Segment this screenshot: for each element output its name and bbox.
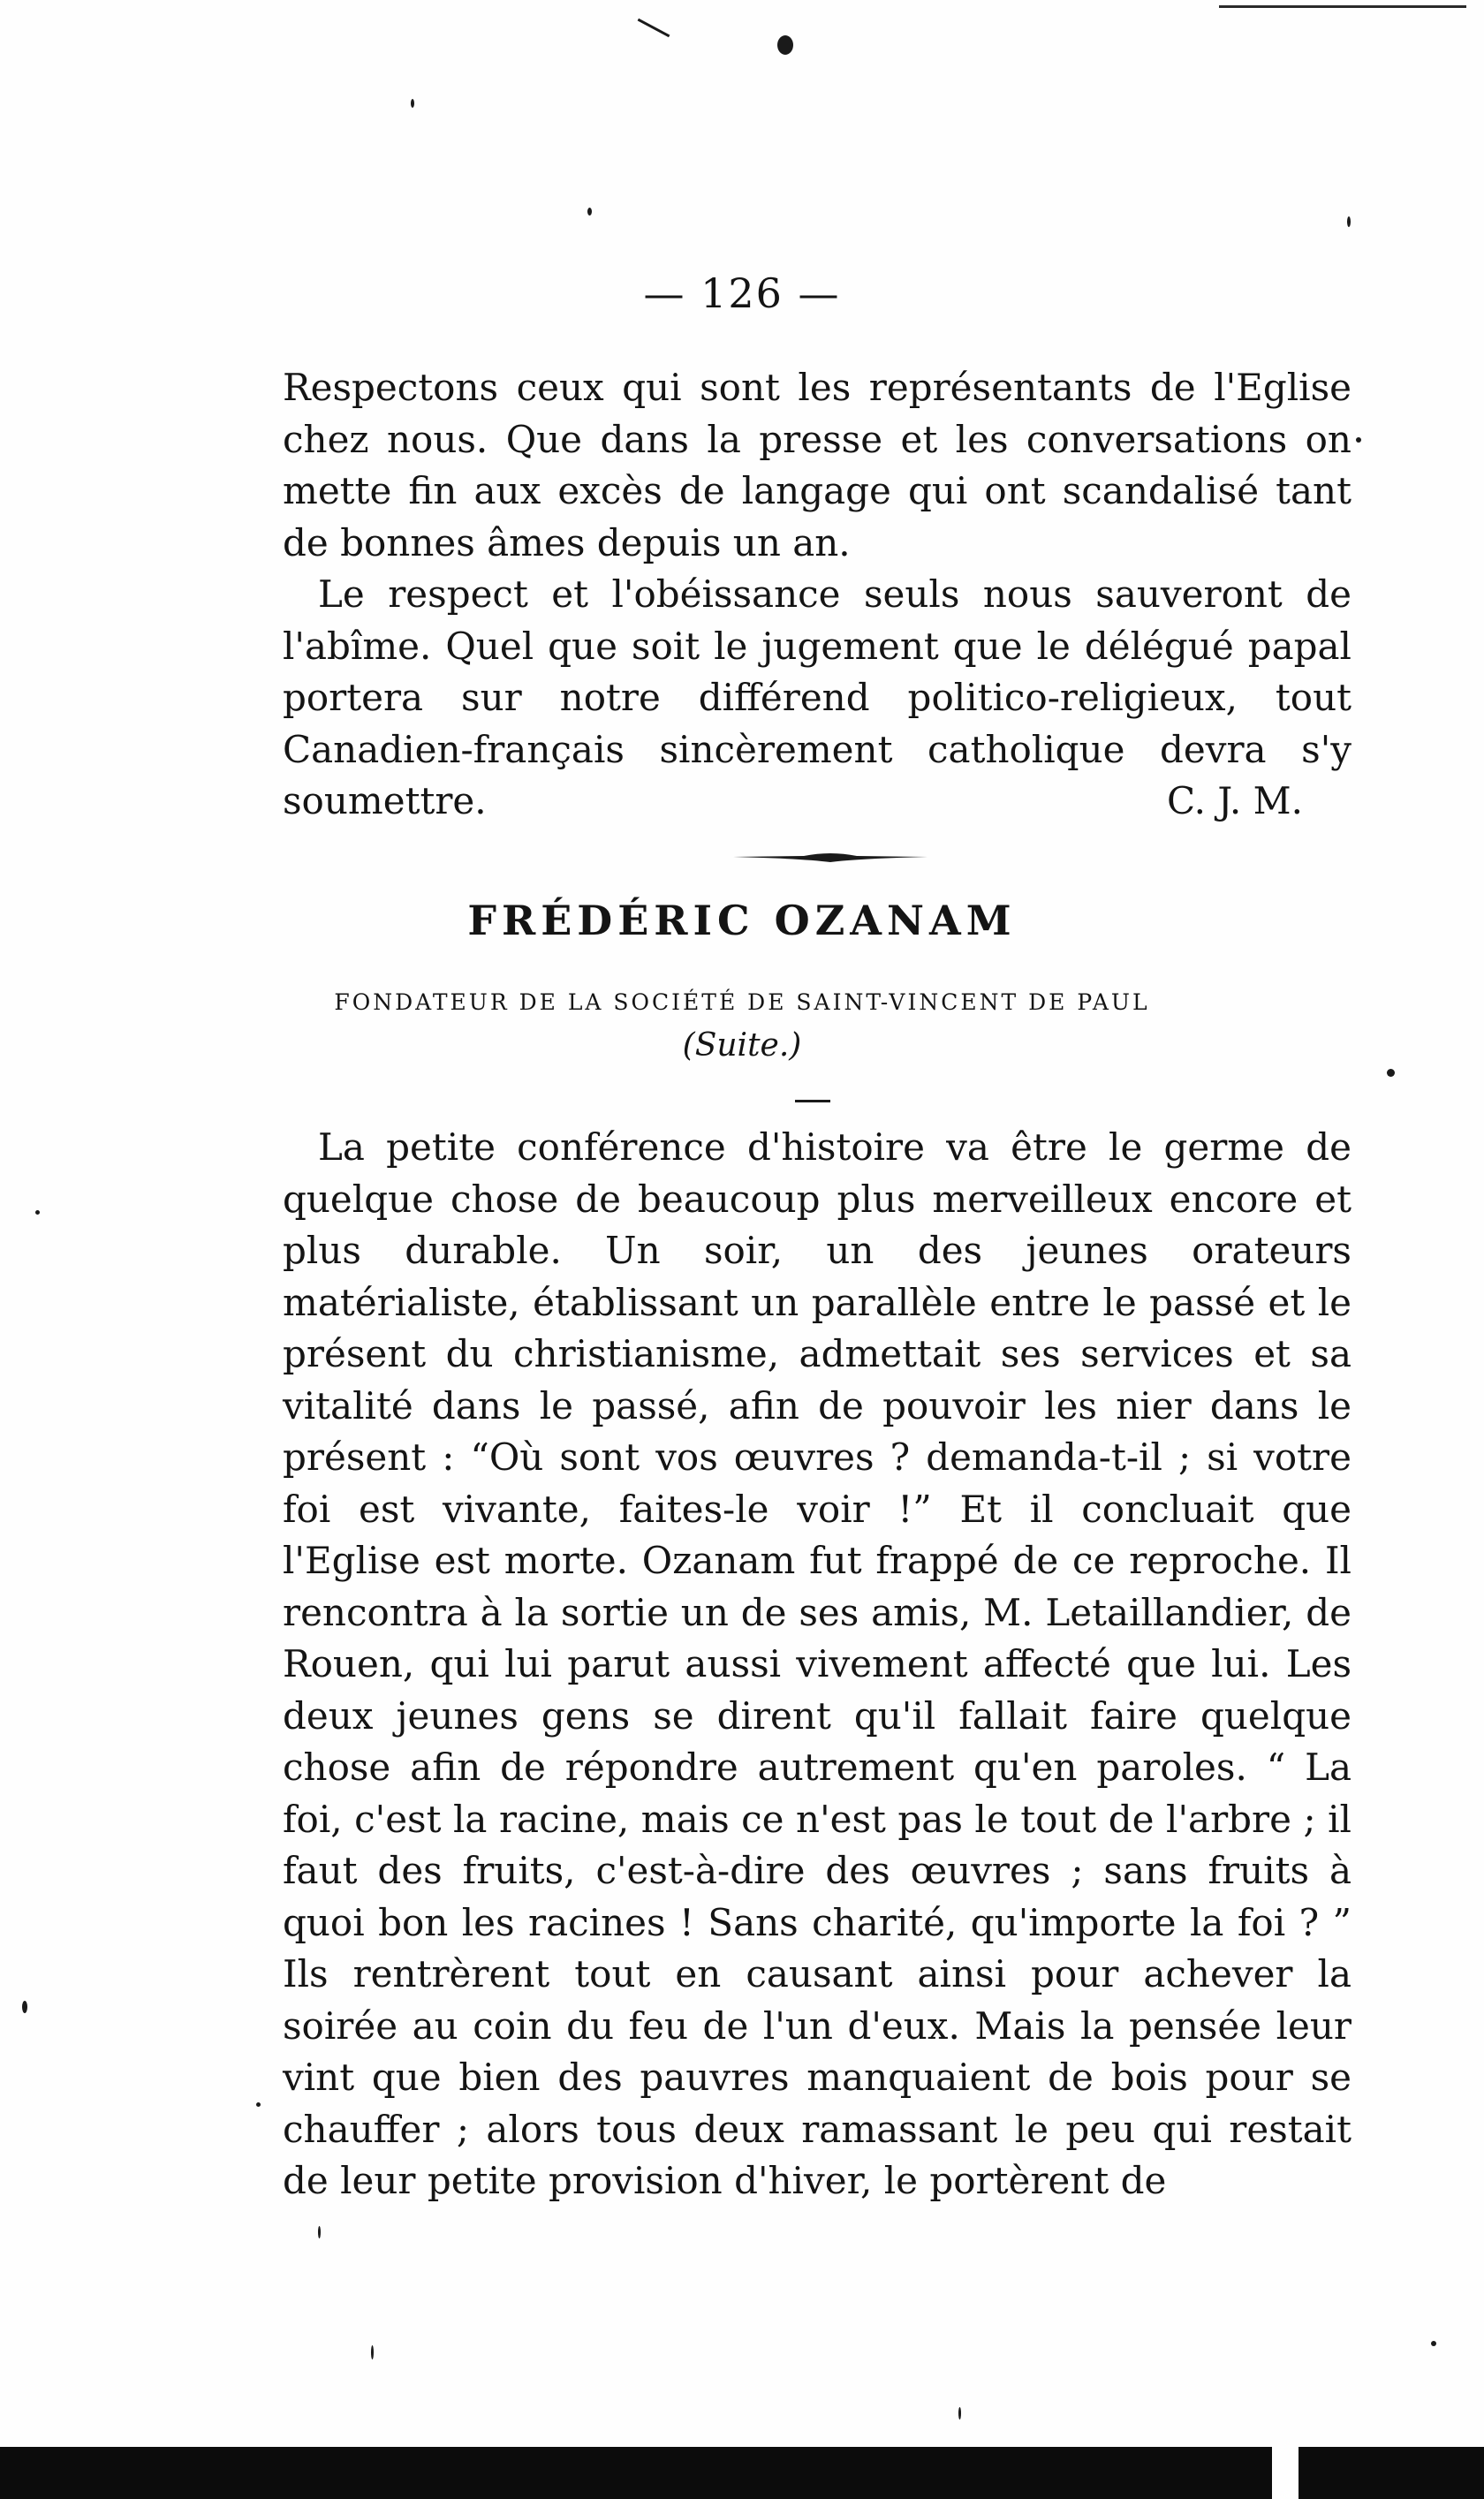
paragraph-text: La petite conférence d'histoire va être le germe de quelque chose de beaucoup plus merveilleux encore et plus durable. Un soir, un des jeunes orateurs matérialiste, établissant un parallèle entre le passé et le présent du christianisme, admettait ses services et sa vitalité dans le passé, afin de pouvoir les nier dans le présent : “Où sont vos œuvres ? demanda-t-il ; si votre foi est vivante, faites-le voir !” Et il concluait que l'Eglise est morte. Ozanam fut frappé de ce reproche. Il rencontra à la sortie un de ses amis, M. Letaillandier, de Rouen, qui lui parut aussi vivement affecté que lui. Les deux jeunes gens se dirent qu'il fallait faire quelque chose afin de répondre autrement qu'en paroles. “ La foi, c'est la racine, mais ce n'est pas le tout de l'arbre ; il faut des fruits, c'est-à-dire des œuvres ; sans fruits à quoi bon les racines ! Sans charité, qu'importe la foi ? ” Ils rentrèrent tout en causant ainsi pour achever la soirée au coin du feu de l'un d'eux. Mais la pensée leur vint que bien des pauvres manquaient de bois pour se chauffer ; alors tous deux ramassant le peu qui restait de leur petite provision d'hiver, le portèrent de — [283, 1125, 1352, 2202]
short-rule-divider — [795, 1100, 830, 1102]
scan-speck — [958, 2407, 961, 2419]
author-signature: C. J. M. — [1167, 779, 1303, 822]
scan-speck — [318, 2226, 321, 2238]
continuation-note: (Suite.) — [682, 1027, 802, 1064]
scan-speck — [1347, 216, 1351, 227]
scan-speck — [411, 99, 414, 108]
article-subtitle: FONDATEUR DE LA SOCIÉTÉ DE SAINT-VINCENT DE PAUL — [334, 989, 1150, 1015]
page-number: — 126 — — [643, 269, 841, 317]
scan-speck — [587, 208, 592, 216]
scan-speck — [1387, 1069, 1395, 1077]
paragraph-text: Le respect et l'obéissance seuls nous sauveront de l'abîme. Quel que soit le jugement que le délégué papal portera sur notre différend politico-religieux, tout Canadien-français sincèrement catholique devra s'y soumettre. — [283, 572, 1352, 822]
section-divider-ornament — [733, 851, 928, 863]
scan-speck — [371, 2345, 374, 2359]
article-paragraph — [283, 1122, 1352, 2207]
scan-speck — [256, 2102, 261, 2107]
scan-speck — [638, 19, 670, 37]
scan-speck — [1431, 2341, 1436, 2346]
closing-paragraph — [283, 362, 1352, 569]
scan-speck — [777, 35, 793, 55]
article-title: FRÉDÉRIC OZANAM — [467, 897, 1017, 944]
scan-speck — [22, 2001, 27, 2013]
scan-edge-mark — [1219, 5, 1466, 8]
scan-speck — [35, 1210, 40, 1215]
paragraph-text: Respectons ceux qui sont les représentants de l'Eglise chez nous. Que dans la presse et les conversations on mette fin aux excès de langage qui ont scandalisé tant de bonnes âmes depuis un an. — [283, 366, 1352, 564]
scan-border-bar — [0, 2447, 1484, 2499]
scan-speck — [1356, 437, 1361, 443]
